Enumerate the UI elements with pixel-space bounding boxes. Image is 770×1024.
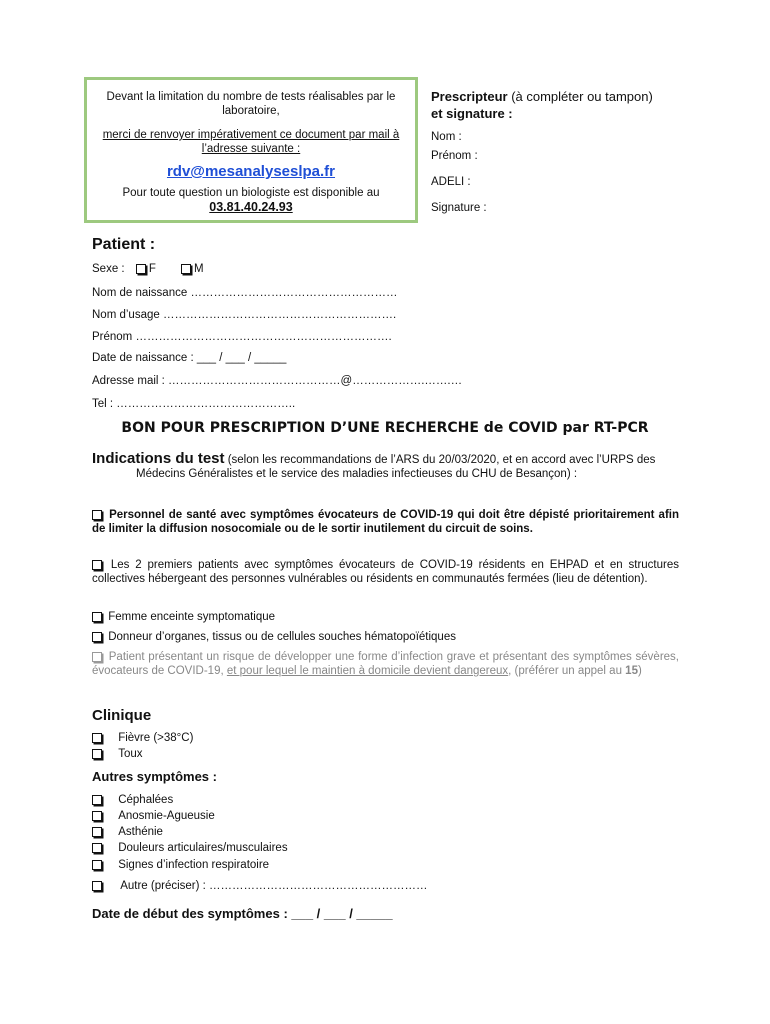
clinique-heading: Clinique: [92, 707, 152, 724]
checkbox-icon: [92, 795, 102, 805]
sexe-f-checkbox[interactable]: F: [136, 263, 156, 275]
indication-item-3[interactable]: Femme enceinte symptomatique: [92, 610, 679, 624]
checkbox-icon: [92, 881, 102, 891]
checkbox-icon: [92, 652, 102, 662]
sexe-m-checkbox[interactable]: M: [181, 263, 204, 275]
signature-label: et signature :: [431, 106, 513, 121]
checkbox-icon: [92, 827, 102, 837]
prenom-field[interactable]: Prénom ………………………………………………………….: [92, 331, 392, 343]
checkbox-icon: [92, 510, 102, 520]
checkbox-icon: [92, 811, 102, 821]
autres-symptomes-heading: Autres symptômes :: [92, 769, 217, 784]
date-naissance-field[interactable]: Date de naissance : ___ / ___ / _____: [92, 352, 287, 364]
checkbox-icon: [92, 749, 102, 759]
indication-item-1[interactable]: Personnel de santé avec symptômes évocateurs de COVID-19 qui doit être dépisté prioritairement afin de limiter la diffusion nosocomiale ou de le sortir inutilement du circuit de soins.: [92, 509, 679, 535]
prescripteur-adeli-field[interactable]: ADELI :: [431, 176, 471, 188]
symptome-cephalees[interactable]: Céphalées: [92, 794, 173, 806]
prescripteur-signature-field[interactable]: Signature :: [431, 202, 487, 214]
indications-note-2: Médecins Généralistes et le service des maladies infectieuses du CHU de Besançon: [136, 468, 567, 480]
indication-item-5[interactable]: Patient présentant un risque de développer une forme d’infection grave et présentant des symptômes sévères, évocateurs de COVID-19, et pour lequel le maintien à domicile devient dangereux, (préférer un appel au 15): [92, 651, 679, 677]
symptome-infection-resp[interactable]: Signes d’infection respiratoire: [92, 859, 269, 871]
send-instructions: merci de renvoyer impérativement ce document par mail à l’adresse suivante :: [102, 129, 400, 155]
symptome-douleurs[interactable]: Douleurs articulaires/musculaires: [92, 842, 288, 854]
prescripteur-label: Prescripteur: [431, 89, 508, 104]
indications-header: Indications du test (selon les recommandations de l’ARS du 20/03/2020, et en accord avec l’URPS des Médecins Généralistes et le service des maladies infectieuses du CHU de Besançon) :: [92, 450, 656, 480]
email-link[interactable]: rdv@mesanalyseslpa.fr: [166, 163, 336, 180]
nom-usage-field[interactable]: Nom d’usage …………………………………………………….: [92, 309, 397, 321]
indications-note: (selon les recommandations de l’ARS du 20/03/2020, et en accord avec l’URPS des: [224, 454, 656, 466]
checkbox-icon: [92, 860, 102, 870]
patient-heading: Patient :: [92, 236, 156, 253]
adresse-mail-field[interactable]: Adresse mail : ………………………………………@……………….…….…: [92, 375, 463, 387]
symptome-asthenie[interactable]: Asthénie: [92, 826, 163, 838]
prescripteur-prenom-field[interactable]: Prénom :: [431, 150, 478, 162]
nom-naissance-field[interactable]: Nom de naissance ………………………………………………: [92, 287, 398, 299]
checkbox-icon: [92, 733, 102, 743]
clinique-item-fievre[interactable]: Fièvre (>38°C): [92, 732, 193, 744]
indication-item-2[interactable]: Les 2 premiers patients avec symptômes évocateurs de COVID-19 résidents en EHPAD et en structures collectives hébergeant des personnes vulnérables ou résidents en communautés fermées (lieu de détention).: [92, 559, 679, 585]
checkbox-icon: [92, 843, 102, 853]
document-title: BON POUR PRESCRIPTION D’UNE RECHERCHE de COVID par RT-PCR: [121, 420, 649, 436]
prescripteur-title: [431, 88, 691, 122]
prescripteur-nom-field[interactable]: Nom :: [431, 131, 462, 143]
sexe-label: Sexe :: [92, 263, 125, 275]
date-debut-symptomes-field[interactable]: Date de début des symptômes : ___ / ___ / _____: [92, 906, 393, 921]
prescripteur-note: (à compléter ou tampon): [507, 89, 653, 104]
checkbox-icon: [92, 560, 102, 570]
contact-text: Pour toute question un biologiste est disponible au: [122, 187, 380, 199]
phone-number[interactable]: 03.81.40.24.93: [209, 200, 293, 214]
checkbox-icon: [136, 264, 146, 274]
checkbox-icon: [92, 612, 102, 622]
lab-info-box: [84, 77, 418, 223]
clinique-item-toux[interactable]: Toux: [92, 748, 143, 760]
sexe-row: [92, 263, 204, 275]
indication-item-4[interactable]: Donneur d’organes, tissus ou de cellules souches hématopoïétiques: [92, 630, 679, 644]
indications-heading: Indications du test: [92, 450, 225, 467]
checkbox-icon: [181, 264, 191, 274]
tel-field[interactable]: Tel : ………………………………………..: [92, 398, 296, 410]
limitation-text: Devant la limitation du nombre de tests réalisables par le laboratoire,: [106, 91, 396, 117]
checkbox-icon: [92, 632, 102, 642]
symptome-autre[interactable]: Autre (préciser) : …………………………………………………: [92, 880, 428, 892]
symptome-anosmie[interactable]: Anosmie-Agueusie: [92, 810, 215, 822]
